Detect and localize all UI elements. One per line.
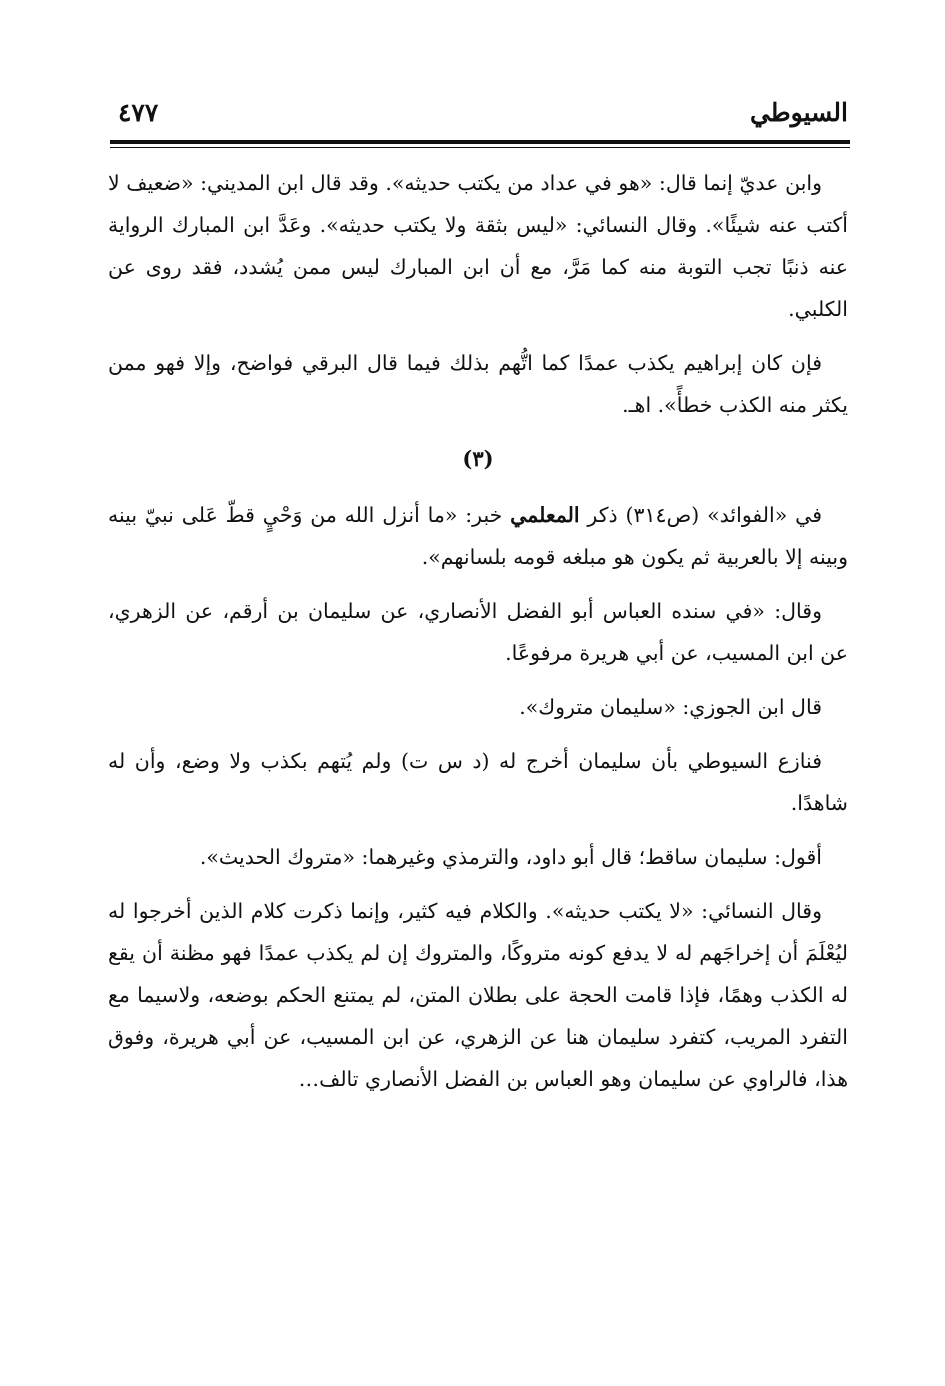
- running-title: السيوطي: [749, 97, 848, 127]
- paragraph: وابن عديّ إنما قال: «هو في عداد من يكتب حديثه». وقد قال ابن المديني: «ضعيف لا أكتب عنه شيئًا». وقال النسائي: «ليس بثقة ولا يكتب حديثه». وعَدَّ ابن المبارك الرواية عنه ذنبًا تجب التوبة منه كما مَرَّ، مع أن ابن المبارك ليس ممن يُشدد، فقد روى عن الكلبي.: [108, 171, 848, 321]
- paragraph: وقال النسائي: «لا يكتب حديثه». والكلام فيه كثير، وإنما ذكرت كلام الذين أخرجوا له ليُعْلَمَ أن إخراجَهم له لا يدفع كونه متروكًا، والمتروك إن لم يكذب عمدًا فهو مظنة أن يقع له الكذب وهمًا، فإذا قامت الحجة على بطلان المتن، لم يمتنع الحكم بوضعه، ولاسيما مع التفرد المريب، كتفرد سليمان هنا عن الزهري، عن ابن المسيب، عن أبي هريرة، وفوق هذا، فالراوي عن سليمان وهو العباس بن الفضل الأنصاري تالف…: [108, 899, 848, 1091]
- paragraph: فإن كان إبراهيم يكذب عمدًا كما اتُّهم بذلك فيما قال البرقي فواضح، وإلا فهو ممن يكثر منه الكذب خطأً». اهـ.: [108, 351, 848, 417]
- header-rule: [110, 140, 850, 148]
- section-number: (٣): [462, 446, 494, 471]
- paragraph-text: في «الفوائد» (ص٣١٤) ذكر: [579, 503, 822, 527]
- paragraph: قال ابن الجوزي: «سليمان متروك».: [519, 695, 822, 719]
- page-header: [118, 92, 848, 132]
- paragraph: فنازع السيوطي بأن سليمان أخرج له (د س ت) ولم يُتهم بكذب ولا وضع، وأن له شاهدًا.: [108, 749, 848, 815]
- body-text: [108, 162, 848, 1112]
- paragraph: وقال: «في سنده العباس أبو الفضل الأنصاري، عن سليمان بن أرقم، عن الزهري، عن ابن المسيب، عن أبي هريرة مرفوعًا.: [108, 599, 848, 665]
- paragraph: [108, 494, 848, 578]
- paragraph-text: خبر: «ما أنزل الله من وَحْيٍ قطّ عَلى نبيّ بينه وبينه إلا بالعربية ثم يكون هو مبلغه قومه بلسانهم».: [108, 503, 848, 569]
- page-number: ٤٧٧: [118, 97, 159, 127]
- paragraph: أقول: سليمان ساقط؛ قال أبو داود، والترمذي وغيرهما: «متروك الحديث».: [199, 845, 822, 869]
- author-name: المعلمي: [510, 503, 580, 527]
